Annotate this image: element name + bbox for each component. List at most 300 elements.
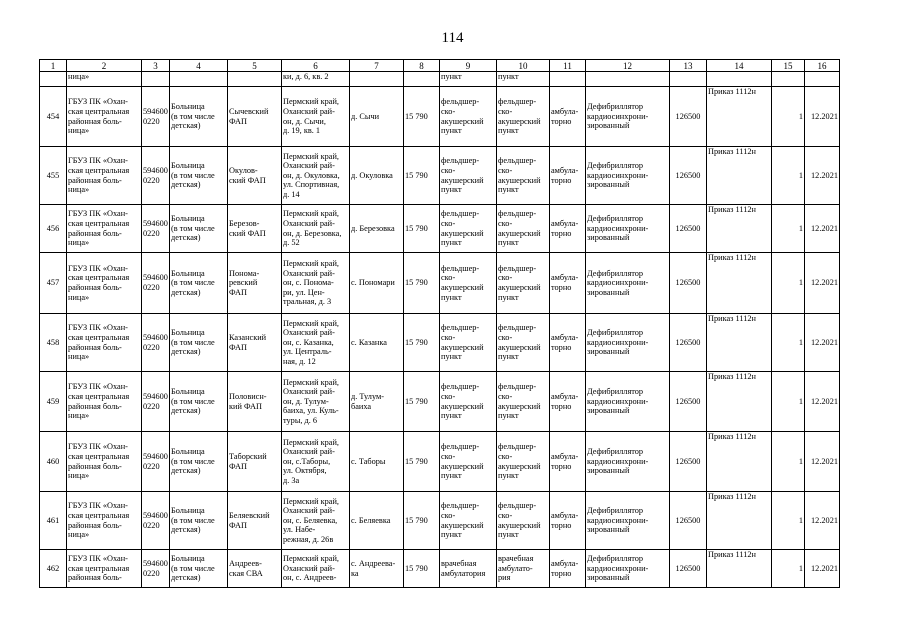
cell-qty: 1 bbox=[772, 147, 805, 205]
cell-address-line: он, с. Понома- bbox=[283, 278, 334, 288]
cell-code-line: 0220 bbox=[143, 342, 160, 352]
header-cell: 12 bbox=[586, 60, 670, 72]
cell-type1 bbox=[440, 432, 497, 492]
header-cell: 2 bbox=[67, 60, 142, 72]
cell-order: Приказ 1112н bbox=[707, 205, 772, 253]
cell-type-line: Больница bbox=[171, 268, 205, 278]
cell-org-line: ГБУЗ ПК «Охан- bbox=[68, 323, 128, 333]
cell-type2 bbox=[497, 253, 550, 314]
cell-order: Приказ 1112н bbox=[707, 432, 772, 492]
cell-equipment-line: Дефибриллятор bbox=[587, 506, 644, 516]
cell-price: 126500 bbox=[670, 87, 707, 147]
cell-locality-line: с. Таборы bbox=[351, 456, 386, 466]
cell-type-line: детская) bbox=[171, 466, 201, 476]
cell-care-line: амбула- bbox=[551, 558, 579, 568]
cell-address-line: ул. Спортивная, bbox=[283, 180, 340, 190]
cell-address bbox=[282, 147, 350, 205]
cell-equipment bbox=[586, 432, 670, 492]
cell-cost: 15 790 bbox=[404, 87, 440, 147]
cell-org-line: ГБУЗ ПК «Охан- bbox=[68, 501, 128, 511]
cell-type1 bbox=[440, 314, 497, 372]
table-row bbox=[40, 87, 840, 147]
cell-address-line: д. 14 bbox=[283, 189, 300, 199]
cell-care bbox=[550, 492, 586, 550]
cell-equipment-line: зированный bbox=[587, 287, 630, 297]
cell-code-line: 0220 bbox=[143, 461, 160, 471]
cell-type2-line: фельдшер- bbox=[498, 501, 537, 511]
cell-type2 bbox=[497, 550, 550, 588]
cell-unit bbox=[228, 72, 282, 87]
cell-type1-line: акушерский bbox=[441, 401, 484, 411]
cell-address-line: ри, ул. Цен- bbox=[283, 287, 325, 297]
cell-type2-line: фельдшер- bbox=[498, 263, 537, 273]
cell-type-line: Больница bbox=[171, 387, 205, 397]
cell-type1-line: фельдшер- bbox=[441, 323, 480, 333]
header-cell: 9 bbox=[440, 60, 497, 72]
cell-address-line: Пермский край, bbox=[283, 151, 339, 161]
cell-type2-line: фельдшер- bbox=[498, 209, 537, 219]
cell-org-line: ГБУЗ ПК «Охан- bbox=[68, 209, 128, 219]
cell-code-line: 0220 bbox=[143, 228, 160, 238]
cell-org-line: районная боль- bbox=[68, 401, 122, 411]
cell-equipment-line: кардиосинхрони- bbox=[587, 337, 649, 347]
cell-cost: 15 790 bbox=[404, 314, 440, 372]
cell-org-line: районная боль- bbox=[68, 520, 122, 530]
cell-type1-line: акушерский bbox=[441, 175, 484, 185]
cell-org-line: районная боль- bbox=[68, 116, 122, 126]
cell-address-line: Оханский рай- bbox=[283, 268, 335, 278]
cell-type1-line: ско- bbox=[441, 165, 456, 175]
cell-type2-line: пункт bbox=[498, 471, 519, 481]
cell-org-line: районная боль- bbox=[68, 175, 122, 185]
cell-type-line: детская) bbox=[171, 233, 201, 243]
cell-address-line: тральная, д. 3 bbox=[283, 297, 332, 307]
cell-unit-line: Понома- bbox=[229, 268, 260, 278]
cell-org-line: ская центральная bbox=[68, 451, 130, 461]
cell-num: 460 bbox=[40, 432, 67, 492]
cell-unit-line: ский ФАП bbox=[229, 228, 266, 238]
cell-equipment bbox=[586, 72, 670, 87]
cell-equipment-line: зированный bbox=[587, 347, 630, 357]
cell-code bbox=[142, 87, 170, 147]
cell-address-line: ул. Централь- bbox=[283, 347, 332, 357]
cell-num: 457 bbox=[40, 253, 67, 314]
cell-address-line: Оханский рай- bbox=[283, 328, 335, 338]
cell-org-line: ГБУЗ ПК «Охан- bbox=[68, 97, 128, 107]
table-row bbox=[40, 550, 840, 588]
cell-code-line: 0220 bbox=[143, 520, 160, 530]
table-row bbox=[40, 205, 840, 253]
cell-care-line: торно bbox=[551, 520, 572, 530]
cell-locality bbox=[350, 372, 404, 432]
cell-org-line: ница» bbox=[68, 292, 90, 302]
header-cell: 11 bbox=[550, 60, 586, 72]
cell-care bbox=[550, 550, 586, 588]
cell-org-line: районная боль- bbox=[68, 283, 122, 292]
cell-org bbox=[67, 205, 142, 253]
cell-address-line: он, с. Казанка, bbox=[283, 337, 334, 347]
cell-date: 12.2021 bbox=[805, 550, 840, 588]
cell-org bbox=[67, 314, 142, 372]
cell-unit-line: ФАП bbox=[229, 116, 248, 126]
header-cell: 15 bbox=[772, 60, 805, 72]
cell-care-line: амбула- bbox=[551, 165, 579, 175]
cell-code-line: 594600 bbox=[143, 451, 168, 461]
cell-type bbox=[170, 432, 228, 492]
cell-type-line: детская) bbox=[171, 121, 201, 131]
cell-type2-line: акушерский bbox=[498, 175, 541, 185]
cell-order: Приказ 1112н bbox=[707, 87, 772, 147]
cell-cost bbox=[404, 72, 440, 87]
cell-date: 12.2021 bbox=[805, 87, 840, 147]
cell-unit-line: Березов- bbox=[229, 218, 260, 228]
cell-type1-line: пункт bbox=[441, 352, 462, 362]
cell-care-line: амбула- bbox=[551, 106, 579, 116]
cell-type1-line: акушерский bbox=[441, 461, 484, 471]
cell-price: 126500 bbox=[670, 314, 707, 372]
cell-unit bbox=[228, 492, 282, 550]
cell-care-line: амбула- bbox=[551, 391, 579, 401]
cell-org bbox=[67, 432, 142, 492]
cell-price: 126500 bbox=[670, 492, 707, 550]
cell-address bbox=[282, 492, 350, 550]
cell-type2-line: ско- bbox=[498, 165, 513, 175]
cell-care-line: торно bbox=[551, 116, 572, 126]
cell-address-line: он, с. Беляевка, bbox=[283, 515, 338, 525]
cell-address-line: туры, д. 6 bbox=[283, 415, 318, 425]
cell-locality bbox=[350, 550, 404, 588]
cell-type1 bbox=[440, 372, 497, 432]
cell-type1 bbox=[440, 492, 497, 550]
table-row bbox=[40, 372, 840, 432]
cell-unit bbox=[228, 372, 282, 432]
cell-locality-line: ка bbox=[351, 568, 359, 578]
cell-equipment-line: зированный bbox=[587, 233, 630, 243]
cell-type bbox=[170, 205, 228, 253]
cell-org-line: ница» bbox=[68, 126, 90, 136]
cell-type-line: (в том числе bbox=[171, 337, 215, 347]
cell-equipment bbox=[586, 205, 670, 253]
cell-qty: 1 bbox=[772, 372, 805, 432]
cell-type2-line: пункт bbox=[498, 185, 519, 195]
cell-qty: 1 bbox=[772, 550, 805, 588]
cell-code-line: 594600 bbox=[143, 165, 168, 175]
cell-care-line: торно bbox=[551, 228, 572, 238]
cell-type bbox=[170, 372, 228, 432]
cell-equipment bbox=[586, 372, 670, 432]
cell-care-line: торно bbox=[551, 568, 572, 578]
cell-price bbox=[670, 72, 707, 87]
cell-locality-line: с. Андреева- bbox=[351, 558, 396, 568]
cell-code bbox=[142, 253, 170, 314]
cell-type-line: Больница bbox=[171, 102, 205, 112]
cell-type-line: (в том числе bbox=[171, 111, 215, 121]
cell-type2 bbox=[497, 314, 550, 372]
cell-equipment-line: зированный bbox=[587, 121, 630, 131]
cell-type bbox=[170, 314, 228, 372]
cell-unit-line: кий ФАП bbox=[229, 401, 263, 411]
cell-type2-line: врачебная bbox=[498, 554, 534, 564]
table-row bbox=[40, 432, 840, 492]
cell-org bbox=[67, 492, 142, 550]
cell-equipment bbox=[586, 492, 670, 550]
cell-order: Приказ 1112н bbox=[707, 147, 772, 205]
cell-num: 459 bbox=[40, 372, 67, 432]
cell-price: 126500 bbox=[670, 147, 707, 205]
header-cell: 5 bbox=[228, 60, 282, 72]
cell-locality-line: с. Пономари bbox=[351, 278, 395, 288]
cell-equipment bbox=[586, 147, 670, 205]
cell-org bbox=[67, 372, 142, 432]
cell-type-line: (в том числе bbox=[171, 170, 215, 180]
cell-type1-line: пункт bbox=[441, 238, 462, 248]
cell-type2-line: акушерский bbox=[498, 228, 541, 238]
cell-type1: пункт bbox=[440, 72, 497, 87]
cell-address-line: баиха, ул. Куль- bbox=[283, 406, 339, 416]
cell-address-line: он, с. Андреев- bbox=[283, 573, 337, 583]
cell-cost: 15 790 bbox=[404, 550, 440, 588]
cell-equipment-line: Дефибриллятор bbox=[587, 102, 644, 112]
cell-type1-line: акушерский bbox=[441, 116, 484, 126]
cell-order: Приказ 1112н bbox=[707, 372, 772, 432]
cell-care bbox=[550, 432, 586, 492]
cell-unit bbox=[228, 87, 282, 147]
cell-address-line: Оханский рай- bbox=[283, 161, 335, 171]
cell-care bbox=[550, 253, 586, 314]
cell-locality bbox=[350, 205, 404, 253]
cell-type bbox=[170, 550, 228, 588]
cell-code bbox=[142, 492, 170, 550]
header-cell: 10 bbox=[497, 60, 550, 72]
cell-type1-line: пункт bbox=[441, 530, 462, 540]
cell-org-line: ская центральная bbox=[68, 165, 130, 175]
cell-org-line: ница» bbox=[68, 238, 90, 248]
cell-code-line: 594600 bbox=[143, 391, 168, 401]
cell-type-line: Больница bbox=[171, 161, 205, 171]
cell-code-line: 594600 bbox=[143, 273, 168, 283]
cell-code-line: 0220 bbox=[143, 283, 160, 292]
cell-type-line: Больница bbox=[171, 447, 205, 457]
cell-type2-line: акушерский bbox=[498, 520, 541, 530]
cell-order: Приказ 1112н bbox=[707, 314, 772, 372]
cell-cost: 15 790 bbox=[404, 205, 440, 253]
cell-address-line: он, д. Березовка, bbox=[283, 228, 342, 238]
cell-org bbox=[67, 253, 142, 314]
cell-org-line: районная боль- bbox=[68, 228, 122, 238]
cell-type-line: (в том числе bbox=[171, 563, 215, 573]
cell-org-line: ская центральная bbox=[68, 563, 130, 573]
cell-code-line: 594600 bbox=[143, 558, 168, 568]
cell-unit-line: Половисн- bbox=[229, 391, 267, 401]
cell-type2 bbox=[497, 147, 550, 205]
cell-equipment-line: Дефибриллятор bbox=[587, 214, 644, 224]
cell-type2-line: фельдшер- bbox=[498, 323, 537, 333]
cell-num: 458 bbox=[40, 314, 67, 372]
cell-type1 bbox=[440, 253, 497, 314]
cell-type-line: детская) bbox=[171, 287, 201, 297]
cell-care-line: торно bbox=[551, 401, 572, 411]
cell-address bbox=[282, 205, 350, 253]
header-row bbox=[40, 60, 840, 72]
cell-locality-line: д. Сычи bbox=[351, 111, 380, 121]
cell-type bbox=[170, 72, 228, 87]
cell-code bbox=[142, 432, 170, 492]
cell-address-line: Оханский рай- bbox=[283, 506, 335, 516]
cell-org-line: районная боль- bbox=[68, 461, 122, 471]
cell-type1-line: пункт bbox=[441, 471, 462, 481]
cell-type2-line: амбулато- bbox=[498, 563, 533, 573]
cell-org-line: ГБУЗ ПК «Охан- bbox=[68, 156, 128, 166]
cell-address bbox=[282, 550, 350, 588]
cell-type-line: (в том числе bbox=[171, 223, 215, 233]
cell-org-line: ГБУЗ ПК «Охан- bbox=[68, 554, 128, 564]
cell-locality-line: баиха bbox=[351, 401, 372, 411]
cell-code-line: 594600 bbox=[143, 106, 168, 116]
cell-equipment-line: зированный bbox=[587, 180, 630, 190]
cell-locality bbox=[350, 72, 404, 87]
cell-care bbox=[550, 314, 586, 372]
cell-care bbox=[550, 147, 586, 205]
table-row bbox=[40, 147, 840, 205]
cell-address-line: ул. Набе- bbox=[283, 525, 316, 535]
cell-date: 12.2021 bbox=[805, 432, 840, 492]
cell-num: 455 bbox=[40, 147, 67, 205]
cell-address-line: Пермский край, bbox=[283, 496, 339, 506]
cell-locality-line: с. Казанка bbox=[351, 337, 387, 347]
cell-type2-line: акушерский bbox=[498, 342, 541, 352]
cell-care-line: торно bbox=[551, 175, 572, 185]
cell-address bbox=[282, 314, 350, 372]
cell-qty: 1 bbox=[772, 492, 805, 550]
cell-code-line: 0220 bbox=[143, 116, 160, 126]
cell-care-line: торно bbox=[551, 461, 572, 471]
cell-date: 12.2021 bbox=[805, 205, 840, 253]
cell-num bbox=[40, 72, 67, 87]
cell-type-line: Больница bbox=[171, 506, 205, 516]
cell-equipment-line: Дефибриллятор bbox=[587, 387, 644, 397]
cell-equipment-line: кардиосинхрони- bbox=[587, 515, 649, 525]
cell-org-line: ГБУЗ ПК «Охан- bbox=[68, 263, 128, 273]
cell-type1-line: амбулатория bbox=[441, 568, 486, 578]
header-cell: 7 bbox=[350, 60, 404, 72]
cell-care bbox=[550, 72, 586, 87]
cell-locality-line: с. Беляевка bbox=[351, 515, 391, 525]
cell-equipment-line: Дефибриллятор bbox=[587, 268, 644, 278]
cell-address-line: д. 52 bbox=[283, 238, 300, 248]
cell-care-line: амбула- bbox=[551, 218, 579, 228]
cell-type2-line: ско- bbox=[498, 332, 513, 342]
cell-address-line: Оханский рай- bbox=[283, 447, 335, 457]
cell-unit-line: Андреев- bbox=[229, 558, 262, 568]
cell-equipment-line: зированный bbox=[587, 573, 630, 583]
cell-type1 bbox=[440, 87, 497, 147]
cell-type1-line: фельдшер- bbox=[441, 501, 480, 511]
page-number: 114 bbox=[441, 30, 464, 46]
cell-num: 454 bbox=[40, 87, 67, 147]
cell-unit-line: ФАП bbox=[229, 520, 248, 530]
cell-org-line: районная боль- bbox=[68, 573, 122, 583]
cell-date: 12.2021 bbox=[805, 492, 840, 550]
cell-unit-line: Казанский bbox=[229, 332, 267, 342]
cell-address-line: Пермский край, bbox=[283, 318, 339, 328]
cell-org: ница» bbox=[67, 72, 142, 87]
cell-type-line: (в том числе bbox=[171, 396, 215, 406]
cell-type1-line: пункт bbox=[441, 411, 462, 421]
cell-address bbox=[282, 372, 350, 432]
cell-type2 bbox=[497, 87, 550, 147]
cell-equipment-line: кардиосинхрони- bbox=[587, 563, 649, 573]
cell-unit bbox=[228, 205, 282, 253]
cell-cost: 15 790 bbox=[404, 147, 440, 205]
cell-unit-line: ФАП bbox=[229, 461, 248, 471]
cell-type1-line: ско- bbox=[441, 510, 456, 520]
cell-code bbox=[142, 550, 170, 588]
cell-address bbox=[282, 432, 350, 492]
cell-address-line: Оханский рай- bbox=[283, 387, 335, 397]
cell-type1-line: акушерский bbox=[441, 283, 484, 292]
cell-type2-line: ско- bbox=[498, 273, 513, 283]
cell-price: 126500 bbox=[670, 550, 707, 588]
cell-type1-line: фельдшер- bbox=[441, 156, 480, 166]
cell-type bbox=[170, 253, 228, 314]
cell-org-line: ница» bbox=[68, 471, 90, 481]
cell-care bbox=[550, 87, 586, 147]
cell-address bbox=[282, 87, 350, 147]
cell-org-line: ница» bbox=[68, 185, 90, 195]
cell-type-line: (в том числе bbox=[171, 456, 215, 466]
cell-address-line: ул. Октября, bbox=[283, 466, 327, 476]
cell-locality bbox=[350, 253, 404, 314]
cell-code-line: 594600 bbox=[143, 510, 168, 520]
cell-unit bbox=[228, 550, 282, 588]
cell-org-line: ская центральная bbox=[68, 273, 130, 283]
cell-org-line: ница» bbox=[68, 411, 90, 421]
cell-address-line: Пермский край, bbox=[283, 554, 339, 564]
cell-locality bbox=[350, 432, 404, 492]
cell-type1-line: ско- bbox=[441, 218, 456, 228]
cell-type2 bbox=[497, 492, 550, 550]
cell-address-line: Оханский рай- bbox=[283, 106, 335, 116]
registry-table bbox=[39, 59, 840, 588]
cell-address: ки, д. 6, кв. 2 bbox=[282, 72, 350, 87]
header-cell: 3 bbox=[142, 60, 170, 72]
cell-type1-line: ско- bbox=[441, 391, 456, 401]
cell-type1-line: акушерский bbox=[441, 228, 484, 238]
cell-date: 12.2021 bbox=[805, 314, 840, 372]
cell-code bbox=[142, 205, 170, 253]
cell-unit bbox=[228, 147, 282, 205]
cell-type2-line: акушерский bbox=[498, 401, 541, 411]
cell-date bbox=[805, 72, 840, 87]
header-cell: 14 bbox=[707, 60, 772, 72]
cell-equipment-line: Дефибриллятор bbox=[587, 554, 644, 564]
cell-code-line: 0220 bbox=[143, 568, 160, 578]
cell-equipment-line: кардиосинхрони- bbox=[587, 396, 649, 406]
cell-care-line: амбула- bbox=[551, 332, 579, 342]
cell-locality-line: д. Окуловка bbox=[351, 170, 393, 180]
cell-care bbox=[550, 372, 586, 432]
cell-type2-line: ско- bbox=[498, 218, 513, 228]
cell-type1 bbox=[440, 550, 497, 588]
cell-address-line: Оханский рай- bbox=[283, 563, 335, 573]
cell-type1-line: пункт bbox=[441, 185, 462, 195]
cell-org bbox=[67, 550, 142, 588]
cell-equipment-line: кардиосинхрони- bbox=[587, 456, 649, 466]
cell-org bbox=[67, 147, 142, 205]
cell-type2 bbox=[497, 372, 550, 432]
cell-unit-line: ский ФАП bbox=[229, 175, 266, 185]
cell-type1-line: фельдшер- bbox=[441, 382, 480, 392]
